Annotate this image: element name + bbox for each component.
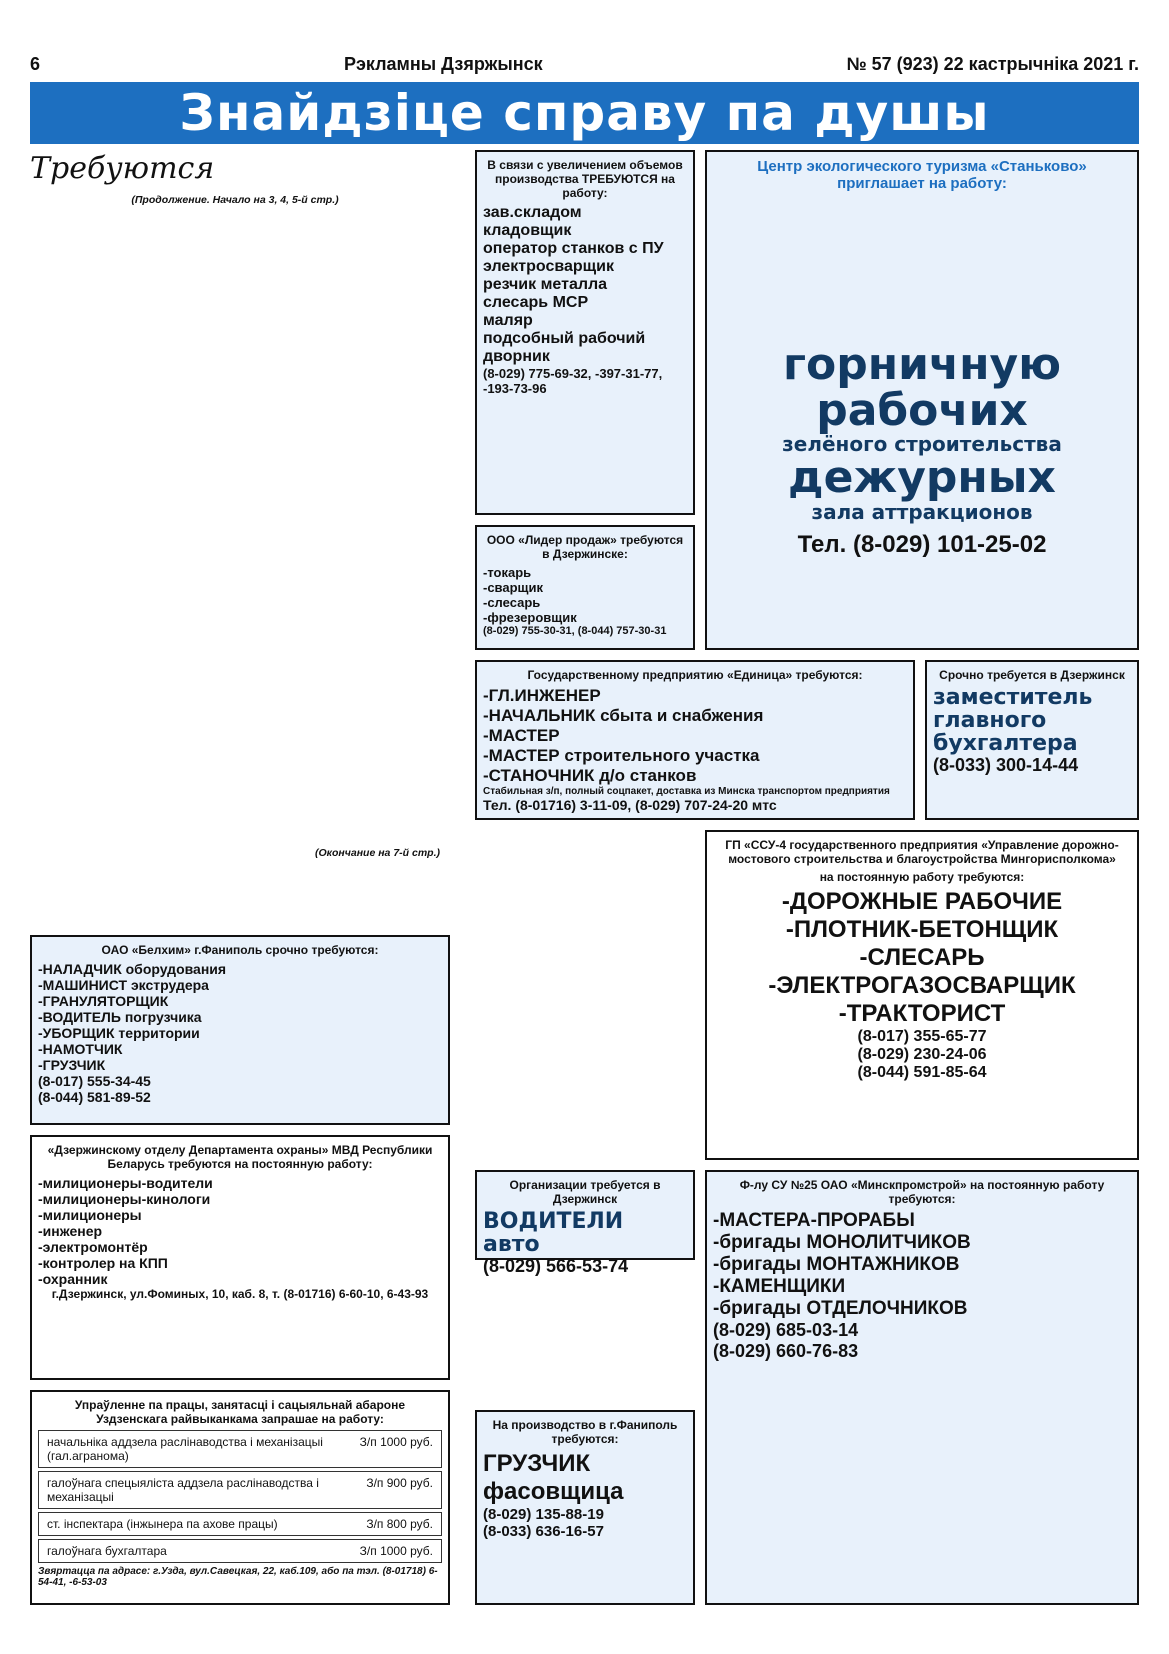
ad-intro: Организации требуется в Дзержинск: [509, 1178, 661, 1206]
job-title: начальніка аддзела раслінаводства і механізацыі (гал.агранома): [47, 1435, 323, 1463]
ad-item: -ГРАНУЛЯТОРЩИК: [38, 993, 169, 1009]
ending-note: (Окончание на 7-й стр.): [315, 846, 440, 859]
ad-item: дворник: [483, 348, 550, 365]
ad-items: [38, 961, 442, 1073]
ad-item: (8-044) 591-85-64: [857, 1064, 987, 1081]
ad-item: (8-017) 555-34-45: [38, 1073, 151, 1089]
ad-item: маляр: [483, 312, 533, 329]
ad-line: зала аттракционов: [811, 499, 1033, 524]
ad-item: -бригады МОНОЛИТЧИКОВ: [713, 1232, 971, 1253]
ad-vodteli-avto: [475, 1170, 695, 1277]
ad-title: заместитель главного бухгалтера: [933, 685, 1093, 757]
ad-warehouse: [475, 150, 695, 515]
ad-item: -контролер на КПП: [38, 1255, 168, 1271]
ad-phones: [38, 1073, 442, 1105]
job-title: галоўнага бухгалтара: [47, 1544, 167, 1558]
ad-intro: Государственному предприятию «Единица» требуются:: [527, 668, 863, 682]
ad-item: -ПЛОТНИК-БЕТОНЩИК: [785, 916, 1059, 943]
ad-line: зелёного строительства: [782, 432, 1062, 457]
ad-item: -МАШИНИСТ экструдера: [38, 977, 209, 993]
ad-phone: Тел. (8-01716) 3-11-09, (8-029) 707-24-20 мтс: [483, 797, 777, 813]
job-row: [38, 1430, 442, 1468]
ad-item: (8-044) 581-89-52: [38, 1089, 151, 1105]
ad-intro: ГП «ССУ-4 государственного предприятия «Управление дорожно-мостового строительства и благоустройства Мингорисполкома»: [725, 838, 1119, 866]
ad-item: -ТРАКТОРИСТ: [838, 1000, 1006, 1027]
ad-items: [483, 565, 687, 625]
ad-belhim: [30, 935, 450, 1125]
ad-item: -электромонтёр: [38, 1239, 148, 1255]
ad-militsiya: [30, 1135, 450, 1380]
job-salary: З/п 800 руб.: [366, 1517, 433, 1531]
ad-item: -УБОРЩИК территории: [38, 1025, 200, 1041]
ad-item: -бригады ОТДЕЛОЧНИКОВ: [713, 1298, 968, 1319]
ad-line: рабочих: [816, 385, 1028, 437]
ad-line: дежурных: [788, 452, 1056, 504]
ad-item: подсобный рабочий: [483, 330, 646, 347]
ad-intro: ОАО «Белхим» г.Фаниполь срочно требуются:: [101, 943, 379, 957]
ad-items: [713, 888, 1131, 1028]
paper-name: Рэкламны Дзяржынск: [343, 53, 543, 74]
ad-intro: На производство в г.Фаниполь требуются:: [492, 1418, 678, 1446]
ad-stankovo: [705, 150, 1139, 650]
ad-item: -СТАНОЧНИК д/о станков: [483, 766, 697, 785]
ad-sub: на постоянную работу требуются:: [819, 870, 1025, 884]
ad-item: слесарь МСР: [483, 294, 589, 311]
ad-rows: [38, 1430, 442, 1563]
ad-phone: (8-029) 755-30-31, (8-044) 757-30-31: [483, 625, 667, 637]
page-header: [30, 50, 1139, 78]
ad-item: (8-029) 230-24-06: [857, 1046, 987, 1063]
ad-fanipol: [475, 1410, 695, 1605]
ad-items: [483, 1450, 687, 1506]
ad-phone: (8-033) 300-14-44: [933, 755, 1079, 776]
ad-item: зав.складом: [483, 204, 582, 221]
ad-item: -МАСТЕР строительного участка: [483, 746, 760, 765]
job-salary: З/п 1000 руб.: [359, 1544, 433, 1558]
ad-intro: Упраўленне па працы, занятасці і сацыяльнай абароне Уздзенскага райвыканкама запрашае на работу:: [74, 1398, 406, 1426]
ad-note: Стабильная з/п, полный соцпакет, доставка из Минска транспортом предприятия: [483, 786, 890, 797]
ad-phone: (8-029) 685-03-14: [713, 1320, 859, 1340]
ad-items: [483, 204, 687, 366]
ad-item: кладовщик: [483, 222, 572, 239]
job-salary: З/п 900 руб.: [366, 1476, 433, 1490]
ad-item: электросварщик: [483, 258, 615, 275]
ad-item: -сварщик: [483, 580, 544, 595]
ad-address: Звяртацца па адрасе: г.Узда, вул.Савецкая, 22, каб.109, або па тэл. (8-01718) 6-54-41, -6-53-03: [38, 1566, 438, 1588]
ad-item: -милиционеры-кинологи: [38, 1191, 211, 1207]
ad-item: -милиционеры-водители: [38, 1175, 213, 1191]
job-title: галоўнага спецыяліста аддзела раслінаводства і механізацыі: [47, 1476, 319, 1504]
ad-intro: «Дзержинскому отделу Департамента охраны» МВД Республики Беларусь требуются на постоянную работу:: [47, 1143, 433, 1171]
job-row: [38, 1512, 442, 1536]
ad-item: -охранник: [38, 1271, 108, 1287]
ad-item: -МАСТЕРА-ПРОРАБЫ: [713, 1210, 915, 1231]
ad-phones: [483, 1506, 687, 1540]
ad-item: -инженер: [38, 1223, 103, 1239]
ad-item: -МАСТЕР: [483, 726, 560, 745]
page-number: 6: [30, 53, 41, 74]
ad-items: [713, 1210, 1131, 1320]
ad-item: -НАЧАЛЬНИК сбыта и снабжения: [483, 706, 764, 725]
issue-info: № 57 (923) 22 кастрычніка 2021 г.: [846, 53, 1139, 74]
ad-phone: (8-029) 775-69-32, -397-31-77, -193-73-96: [483, 366, 663, 396]
classifieds-heading: Требуются: [30, 151, 215, 186]
ad-intro: Центр экологического туризма «Станьково» приглашает на работу:: [757, 158, 1087, 192]
ad-phones: [713, 1028, 1131, 1082]
section-banner: Знайдзіце справу па душы: [30, 82, 1139, 144]
ad-intro: ООО «Лидер продаж» требуются в Дзержинске:: [486, 533, 684, 561]
ad-item: резчик металла: [483, 276, 608, 293]
job-title: ст. інспектара (інжынера па ахове працы): [47, 1517, 278, 1531]
ad-item: -ДОРОЖНЫЕ РАБОЧИЕ: [781, 888, 1063, 915]
job-salary: З/п 1000 руб.: [359, 1435, 433, 1449]
ad-phone: Тел. (8-029) 101-25-02: [797, 530, 1047, 558]
ad-item: (8-033) 636-16-57: [483, 1523, 604, 1540]
ad-minskpromstroy: [705, 1170, 1139, 1605]
ad-lider: [475, 525, 695, 650]
ad-item: -ЭЛЕКТРОГАЗОСВАРЩИК: [768, 972, 1076, 999]
ad-phone: (8-029) 660-76-83: [713, 1341, 859, 1361]
ad-item: (8-029) 135-88-19: [483, 1506, 604, 1523]
ad-item: -СЛЕСАРЬ: [859, 944, 985, 971]
ad-item: (8-017) 355-65-77: [857, 1028, 987, 1045]
ad-intro: Срочно требуется в Дзержинск: [939, 668, 1125, 682]
ad-item: -ГРУЗЧИК: [38, 1057, 106, 1073]
ad-ssu4: [705, 830, 1139, 1160]
ad-line: горничную: [782, 339, 1061, 390]
job-row: [38, 1539, 442, 1563]
ad-item: -слесарь: [483, 595, 541, 610]
ad-intro: Ф-лу СУ №25 ОАО «Минскпромстрой» на постоянную работу требуются:: [739, 1178, 1105, 1206]
continuation-note: (Продолжение. Начало на 3, 4, 5-й стр.): [131, 193, 339, 206]
ad-buhgalter: [925, 660, 1139, 820]
classifieds-column: [30, 150, 440, 860]
ad-phone: (8-029) 566-53-74: [483, 1256, 629, 1277]
ad-edinitsa: [475, 660, 915, 820]
job-row: [38, 1471, 442, 1509]
ad-intro: В связи с увеличением объемов производства ТРЕБУЮТСЯ на работу:: [487, 158, 683, 200]
ad-uzda: [30, 1390, 450, 1605]
ad-items: [483, 686, 907, 786]
ad-item: -КАМЕНЩИКИ: [713, 1276, 846, 1297]
ad-item: -ГЛ.ИНЖЕНЕР: [483, 686, 601, 705]
ad-items: [38, 1175, 442, 1287]
ad-item: фасовщица: [483, 1478, 624, 1505]
ad-item: -милиционеры: [38, 1207, 142, 1223]
ad-item: ГРУЗЧИК: [483, 1450, 591, 1477]
ad-item: -НАМОТЧИК: [38, 1041, 123, 1057]
ad-item: -токарь: [483, 565, 532, 580]
ad-item: -НАЛАДЧИК оборудования: [38, 961, 227, 977]
ad-item: -бригады МОНТАЖНИКОВ: [713, 1254, 960, 1275]
ad-item: -фрезеровщик: [483, 610, 577, 625]
ad-item: оператор станков с ПУ: [483, 240, 664, 257]
ad-item: -ВОДИТЕЛЬ погрузчика: [38, 1009, 202, 1025]
ad-address: г.Дзержинск, ул.Фоминых, 10, каб. 8, т. (8-01716) 6-60-10, 6-43-93: [51, 1287, 429, 1301]
ad-title: ВОДИТЕЛИ авто: [483, 1209, 624, 1258]
